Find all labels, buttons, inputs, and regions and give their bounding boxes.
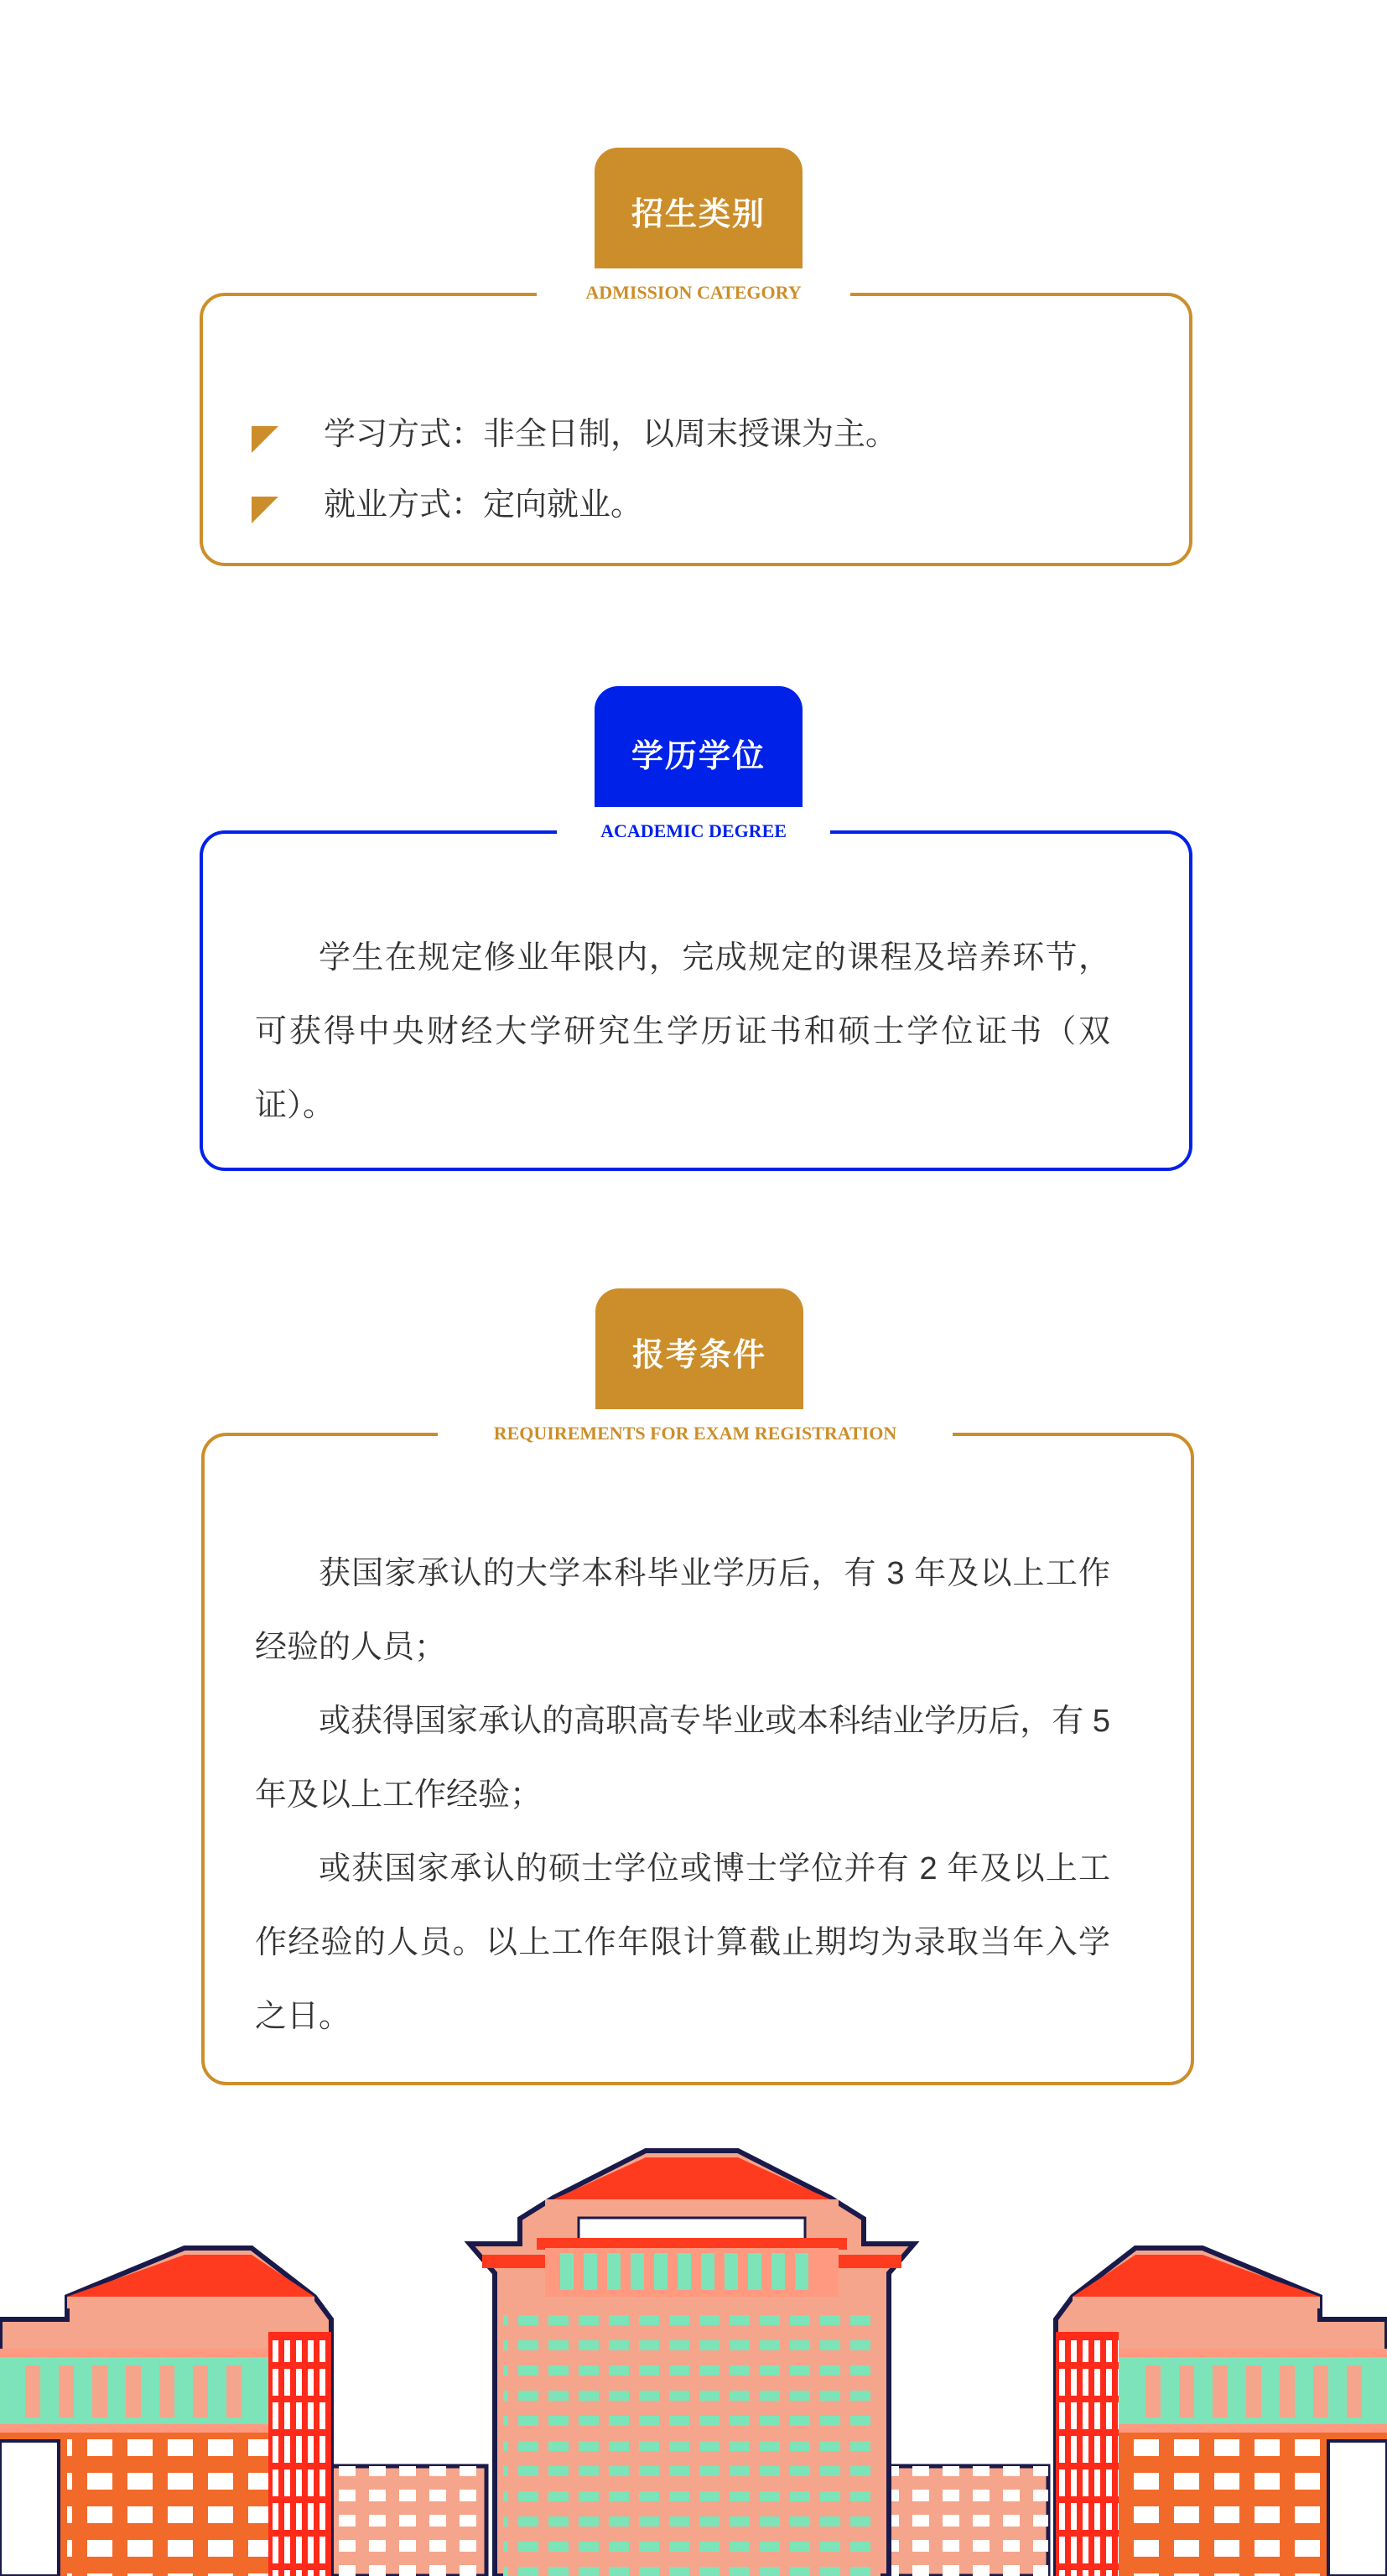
triangle-bullet-icon [252,426,278,453]
degree-text: 学生在规定修业年限内，完成规定的课程及培养环节，可获得中央财经大学研究生学历证书和硕士学位证书（双证）。 [255,940,1110,1123]
admission-title: 招生类别 [631,197,766,232]
triangle-bullet-icon [252,497,278,523]
requirements-paragraph: 获国家承认的大学本科毕业学历后，有 3 年及以上工作经验的人员； [255,1556,1110,1665]
degree-subtitle: ACADEMIC DEGREE [557,807,830,856]
requirements-subtitle: REQUIREMENTS FOR EXAM REGISTRATION [438,1409,953,1458]
requirements-paragraph: 或获国家承认的硕士学位或博士学位并有 2 年及以上工作经验的人员。以上工作年限计算截止期均为录取当年入学之日。 [255,1851,1110,2034]
degree-title: 学历学位 [631,739,766,774]
requirements-paragraph: 或获得国家承认的高职高专毕业或本科结业学历后，有 5 年及以上工作经验； [255,1704,1110,1813]
campus-building-illustration [0,2131,1387,2576]
admission-subtitle: ADMISSION CATEGORY [537,268,850,317]
requirements-title: 报考条件 [631,1338,766,1373]
